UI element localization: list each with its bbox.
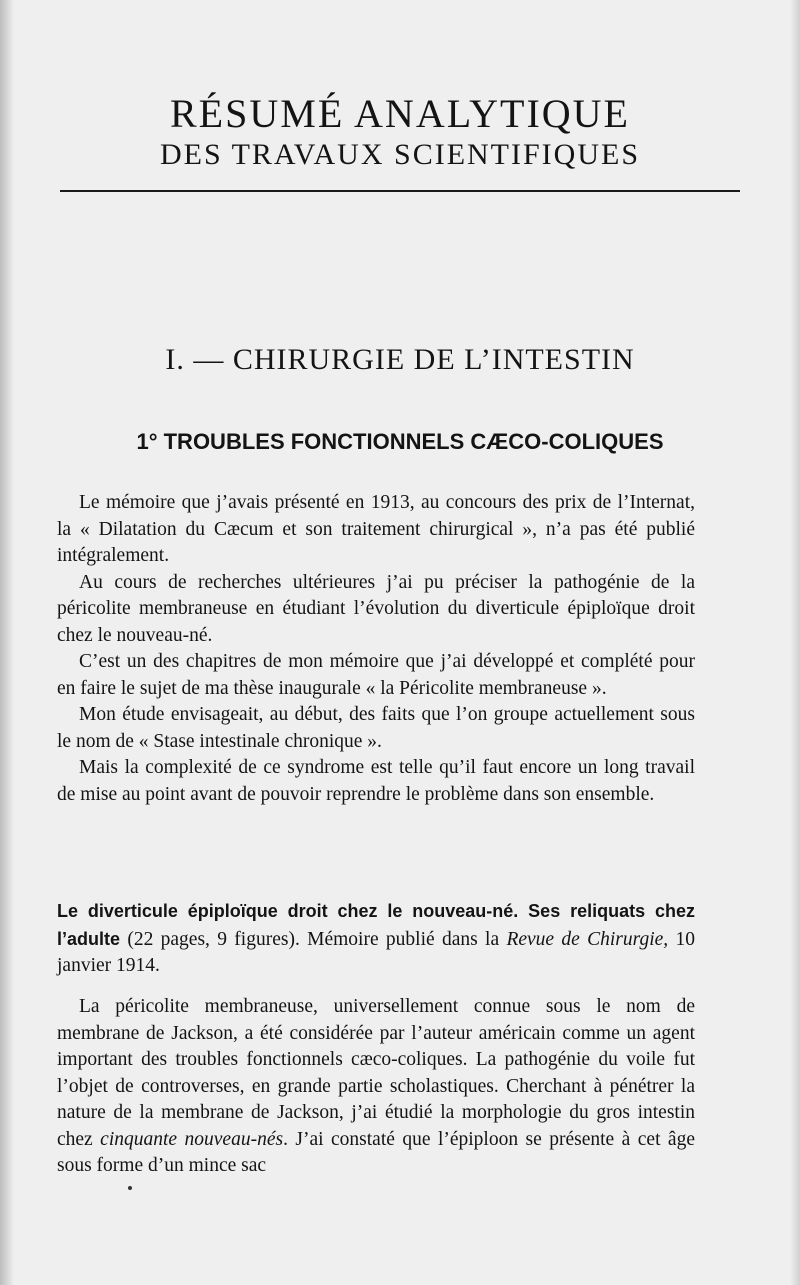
- publication-entry: [57, 898, 695, 980]
- document-title-line-2: DES TRAVAUX SCIENTIFIQUES: [159, 138, 641, 171]
- paragraph-5: Mais la complexité de ce syndrome est telle qu’il faut encore un long travail de mise au point avant de pouvoir reprendre le problème dans son ensemble.: [57, 757, 695, 805]
- page-edge-left: [0, 0, 14, 1285]
- title-divider: [60, 190, 740, 192]
- publication-title: Le diverticule épiploïque droit chez le nouveau-né. Ses reliquats chez l’adulte: [57, 901, 695, 949]
- final-paragraph-part-2: . J’ai constaté que l’épiploon se présente à cet âge sous forme d’un mince sac: [57, 1128, 695, 1176]
- page-edge-right: [790, 0, 800, 1285]
- intro-text: [57, 490, 695, 808]
- paragraph-2: Au cours de recherches ultérieures j’ai pu préciser la pathogénie de la péricolite membraneuse en étudiant l’évolution du diverticule épiploïque droit chez le nouveau-né.: [57, 571, 695, 646]
- paragraph-1: Le mémoire que j’avais présenté en 1913, au concours des prix de l’Internat, la « Dilatation du Cæcum et son traitement chirurgical », n’a pas été publié intégralement.: [57, 492, 695, 566]
- section-heading: I. — CHIRURGIE DE L’INTESTIN: [165, 343, 635, 376]
- final-paragraph: [57, 994, 695, 1180]
- document-title-line-1: RÉSUMÉ ANALYTIQUE: [170, 91, 630, 136]
- paragraph-4: Mon étude envisageait, au début, des faits que l’on groupe actuellement sous le nom de « Stase intestinale chronique ».: [57, 704, 695, 752]
- paragraph-3: C’est un des chapitres de mon mémoire que j’ai développé et complété pour en faire le sujet de ma thèse inaugurale « la Péricolite membraneuse ».: [57, 651, 695, 699]
- final-text: [57, 994, 695, 1180]
- ink-speck: [128, 1186, 132, 1190]
- subsection-heading: 1° TROUBLES FONCTIONNELS CÆCO-COLIQUES: [136, 429, 664, 454]
- final-paragraph-part-1: La péricolite membraneuse, universellement connue sous le nom de membrane de Jackson, a été considérée par l’auteur américain comme un agent important des troubles fonctionnels cæco-coliques. La pathogénie du voile fut l’objet de controverses, en grande partie scholastiques. Cherchant à pénétrer la nature de la membrane de Jackson, j’ai étudié la morphologie du gros intestin chez: [57, 996, 695, 1150]
- publication-journal: Revue de Chirurgie,: [506, 928, 669, 950]
- publication-details: (22 pages, 9 figures). Mémoire publié dans la: [120, 928, 507, 950]
- final-paragraph-italic: cinquante nouveau-nés: [100, 1128, 284, 1150]
- publication-date: 10 janvier 1914.: [57, 928, 696, 976]
